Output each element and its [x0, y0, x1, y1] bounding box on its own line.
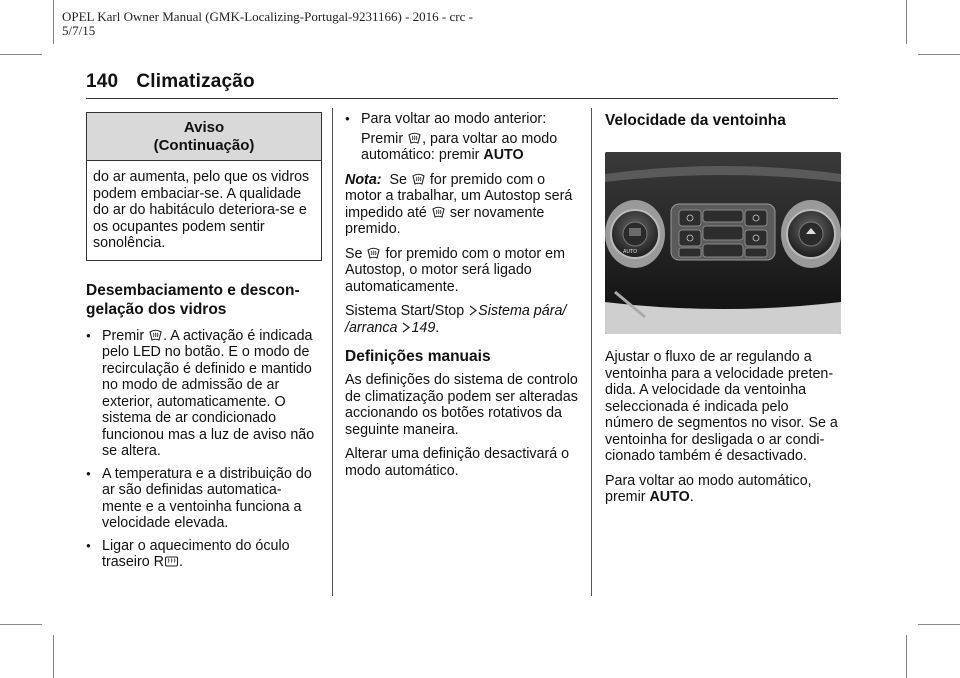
chapter-title: Climatização [136, 71, 255, 92]
panel-button [679, 210, 701, 226]
text-run: Premir [102, 327, 149, 344]
reference-arrow-icon [468, 303, 478, 318]
rear-window-defrost-icon [164, 554, 179, 569]
text-run-bold: AUTO [649, 489, 690, 505]
text-run: . [435, 319, 440, 336]
crop-mark [918, 624, 960, 625]
column-divider [591, 108, 592, 596]
section-heading: Velocidade da ventoinha [605, 112, 786, 129]
warning-subtitle: (Continuação) [153, 137, 255, 154]
list-item [86, 538, 322, 571]
auto-label: AUTO [623, 249, 638, 255]
panel-button [679, 248, 701, 257]
crop-mark [0, 624, 42, 625]
text-run: , para voltar ao modo automático: premir [361, 130, 558, 163]
text-line [361, 131, 581, 164]
text-run: ser novamente premido. [345, 204, 545, 237]
note-label: Nota: [345, 171, 382, 188]
column-divider [332, 108, 333, 596]
panel-button [745, 248, 767, 257]
text-run: ● Para voltar ao modo anterior: [361, 111, 547, 127]
paragraph [605, 473, 841, 506]
cross-reference-paragraph [345, 303, 581, 336]
paragraph: As definições do sistema de controlo de climatização podem ser alteradas accionando os botões rotativos da seguinte maneira. [345, 372, 578, 438]
text-run: for premido com o motor em Autostop, o motor será ligado automaticamente. [345, 245, 566, 295]
panel-button [745, 230, 767, 246]
windshield-defrost-icon [366, 246, 381, 261]
panel-button [703, 244, 743, 257]
panel-button [703, 226, 743, 240]
text-run: . [178, 554, 183, 570]
column-2 [345, 108, 581, 479]
print-meta [62, 10, 473, 38]
windshield-defrost-icon [411, 172, 426, 187]
section-heading [86, 281, 322, 319]
windshield-defrost-icon [431, 205, 446, 220]
text-run: . [689, 489, 694, 505]
bullet-list [345, 111, 581, 164]
paragraph: Ajustar o fluxo de ar regulando a ventoinha para a velocidade preten- dida. A velocidade da ventoinha seleccionada é indicada pelo número de segmentos no visor. Se a ventoinha for desligada o ar condi- cionado também é desactivado. [605, 349, 838, 464]
paragraph [345, 246, 581, 296]
warning-box [86, 112, 322, 261]
crop-mark [906, 635, 907, 678]
warning-title: Aviso [183, 119, 225, 136]
print-meta-date: 5/7/15 [62, 23, 96, 38]
panel-button [679, 230, 701, 246]
section-heading-line: gelação dos vidros [86, 300, 227, 318]
page-header [86, 71, 255, 93]
reference-arrow-icon [401, 320, 411, 335]
bullet-list [86, 328, 322, 571]
column-1 [86, 108, 322, 571]
page-number: 140 [86, 71, 119, 92]
list-item: ● A temperatura e a distribuição do ar são definidas automatica- mente e a ventoinha funciona a velocidade elevada. [86, 466, 322, 532]
crop-mark [906, 0, 907, 44]
crop-mark [918, 54, 960, 55]
note-paragraph [345, 172, 581, 238]
warning-header [87, 113, 321, 161]
panel-button [703, 210, 743, 222]
cross-reference-page[interactable]: 149 [411, 319, 436, 336]
text-run: . A activação é indicada pelo LED no botão. E o modo de recirculação é definido e mantido no modo de admissão de ar exterior, automaticamente. O sistema de ar condicionado funcionou mas a luz de aviso não se altera. [102, 327, 315, 459]
warning-text: do ar aumenta, pelo que os vidros podem embaciar-se. A qualidade do ar do habitáculo deteriora-se e os ocupantes podem sentir sonolência. [93, 169, 310, 251]
panel-button [745, 210, 767, 226]
section-heading-line: Desembaciamento e descon- [86, 281, 300, 299]
cross-reference-link[interactable]: Sistema pára/ /arranca [345, 303, 567, 336]
climate-control-photo [605, 152, 841, 334]
text-run: for premido com o motor a trabalhar, um Autostop será impedido até [345, 171, 573, 221]
text-run: Para voltar ao modo automático, premir [605, 472, 812, 505]
list-item [345, 111, 581, 164]
crop-mark [0, 54, 42, 55]
paragraph: Alterar uma definição desactivará o modo automático. [345, 446, 570, 479]
text-run-bold: AUTO [483, 147, 524, 163]
crop-mark [53, 635, 54, 678]
climate-panel-illustration [605, 152, 841, 334]
section-heading: Definições manuais [345, 348, 491, 365]
header-rule [86, 98, 838, 99]
text-run: Se [389, 171, 411, 188]
print-meta-line: OPEL Karl Owner Manual (GMK-Localizing-Portugal-9231166) - 2016 - crc - [62, 9, 473, 24]
windshield-defrost-icon [407, 131, 422, 146]
text-run: Premir [361, 130, 408, 147]
text-run: Ligar o aquecimento do óculo traseiro R [102, 537, 290, 570]
crop-mark [53, 0, 54, 44]
text-run: Se [345, 245, 367, 262]
windshield-defrost-icon [148, 328, 163, 343]
column-3 [605, 108, 841, 506]
list-item [86, 328, 322, 460]
text-run: Sistema Start/Stop [345, 303, 469, 319]
